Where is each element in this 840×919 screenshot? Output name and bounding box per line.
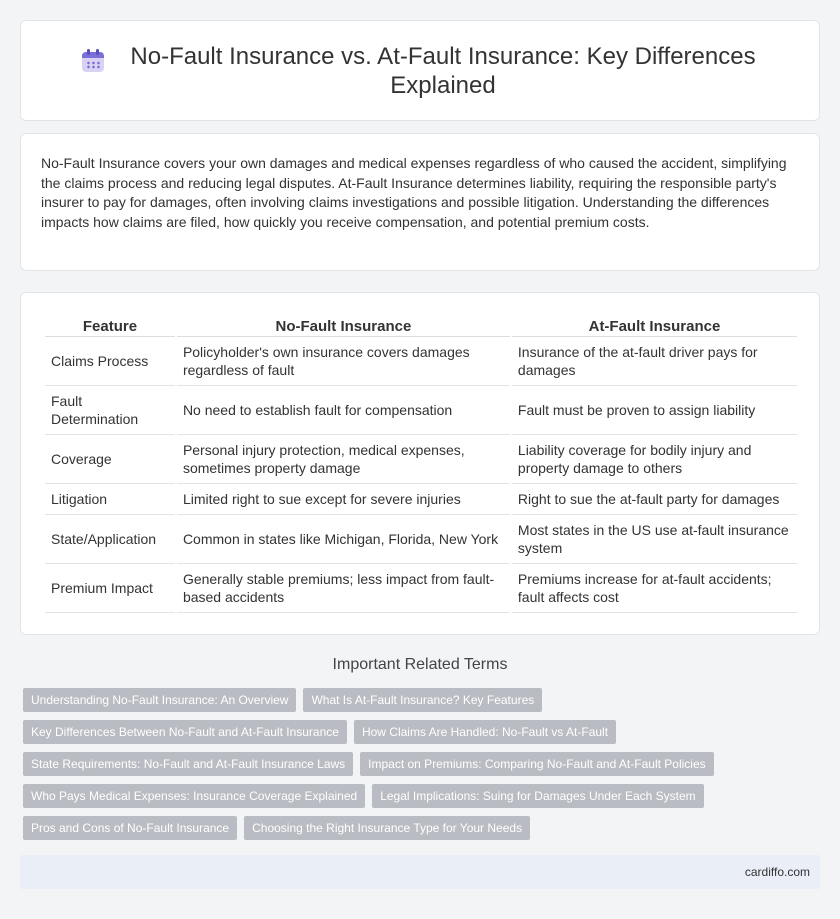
no-fault-cell: Policyholder's own insurance covers damages regardless of fault (177, 337, 510, 386)
related-terms-tags (23, 688, 823, 848)
comparison-table-card (20, 292, 820, 635)
at-fault-cell: Right to sue the at-fault party for damages (512, 484, 797, 515)
tag-row (23, 816, 823, 840)
feature-cell: Litigation (45, 484, 175, 515)
header-feature: Feature (45, 315, 175, 337)
tag-row (23, 720, 823, 744)
no-fault-cell: Generally stable premiums; less impact from fault-based accidents (177, 564, 510, 613)
feature-cell: Premium Impact (45, 564, 175, 613)
related-term-tag[interactable]: Who Pays Medical Expenses: Insurance Coverage Explained (23, 784, 365, 808)
related-term-tag[interactable]: State Requirements: No-Fault and At-Fault Insurance Laws (23, 752, 353, 776)
title-card (20, 20, 820, 121)
tag-row (23, 784, 823, 808)
tag-row (23, 752, 823, 776)
at-fault-cell: Insurance of the at-fault driver pays for damages (512, 337, 797, 386)
related-term-tag[interactable]: Understanding No-Fault Insurance: An Overview (23, 688, 296, 712)
feature-cell: Coverage (45, 435, 175, 484)
no-fault-cell: Common in states like Michigan, Florida, New York (177, 515, 510, 564)
footer-site-link[interactable]: cardiffo.com (744, 865, 810, 879)
table-row (45, 484, 797, 515)
related-term-tag[interactable]: How Claims Are Handled: No-Fault vs At-Fault (354, 720, 616, 744)
no-fault-cell: No need to establish fault for compensation (177, 386, 510, 435)
table-row (45, 337, 797, 386)
tag-row (23, 688, 823, 712)
related-terms-title: Important Related Terms (332, 656, 508, 673)
related-term-tag[interactable]: Pros and Cons of No-Fault Insurance (23, 816, 237, 840)
table-row (45, 386, 797, 435)
related-term-tag[interactable]: Choosing the Right Insurance Type for Your Needs (244, 816, 530, 840)
table-row (45, 564, 797, 613)
feature-cell: Claims Process (45, 337, 175, 386)
intro-card (20, 133, 820, 271)
table-row (45, 515, 797, 564)
related-term-tag[interactable]: Impact on Premiums: Comparing No-Fault and At-Fault Policies (360, 752, 713, 776)
page-title: No-Fault Insurance vs. At-Fault Insurance: Key Differences Explained (130, 42, 756, 99)
feature-cell: Fault Determination (45, 386, 175, 435)
title-wrap (80, 42, 760, 100)
calendar-icon (80, 48, 106, 74)
comparison-table (43, 315, 799, 613)
no-fault-cell: Limited right to sue except for severe injuries (177, 484, 510, 515)
header-at-fault: At-Fault Insurance (512, 315, 797, 337)
table-header-row (45, 315, 797, 337)
at-fault-cell: Most states in the US use at-fault insurance system (512, 515, 797, 564)
no-fault-cell: Personal injury protection, medical expenses, sometimes property damage (177, 435, 510, 484)
at-fault-cell: Liability coverage for bodily injury and property damage to others (512, 435, 797, 484)
feature-cell: State/Application (45, 515, 175, 564)
table-row (45, 435, 797, 484)
related-term-tag[interactable]: Legal Implications: Suing for Damages Under Each System (372, 784, 704, 808)
related-term-tag[interactable]: Key Differences Between No-Fault and At-Fault Insurance (23, 720, 347, 744)
intro-text: No-Fault Insurance covers your own damages and medical expenses regardless of who caused the accident, simplifying the claims process and reducing legal disputes. At-Fault Insurance determines liability, requiring the responsible party's insurer to pay for damages, often involving claims investigations and possible litigation. Understanding the differences impacts how claims are filed, how quickly you receive compensation, and potential premium costs. (41, 155, 787, 230)
related-term-tag[interactable]: What Is At-Fault Insurance? Key Features (303, 688, 542, 712)
footer (20, 855, 820, 889)
at-fault-cell: Premiums increase for at-fault accidents; fault affects cost (512, 564, 797, 613)
header-no-fault: No-Fault Insurance (177, 315, 510, 337)
at-fault-cell: Fault must be proven to assign liability (512, 386, 797, 435)
